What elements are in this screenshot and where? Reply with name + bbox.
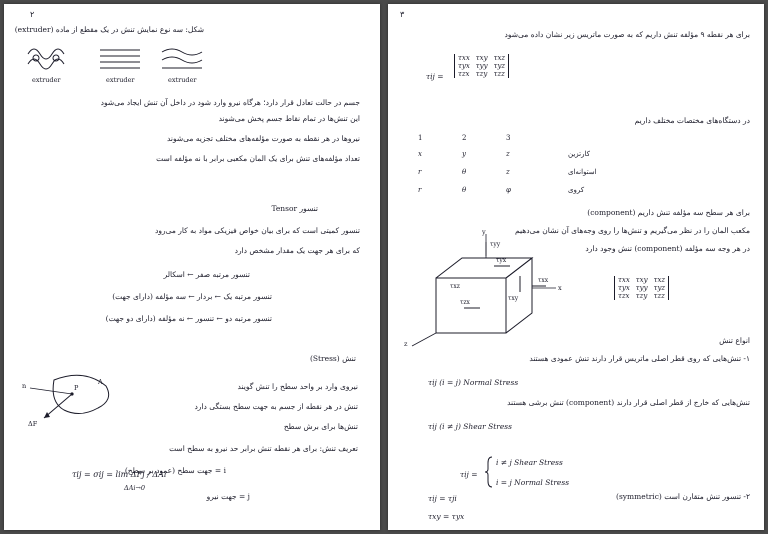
left-page [4, 4, 380, 530]
sketch-caption-2: extruder [106, 76, 135, 84]
cube-front [436, 278, 506, 333]
m2-cell: τxz [653, 276, 666, 284]
stress-line-3: تنش‌ها برای برش سطح [283, 422, 358, 431]
label-tyx: τyx [496, 257, 507, 264]
m2-cell: τyx [618, 284, 630, 292]
label-n: n [22, 382, 27, 390]
cyl-c3: z [506, 168, 510, 176]
idx-3: 3 [506, 134, 511, 142]
axis-z [412, 333, 436, 346]
tensor-line-1: تنسور کمیتی است که برای بیان خواص فیزیکی مواد به کار می‌رود [155, 226, 360, 235]
shear-line-1: تنش‌هایی که خارج از قطر اصلی قرار دارند (component) تنش برشی هستند [507, 398, 750, 407]
label-tzx: τzx [460, 299, 470, 306]
intro-text: برای هر نقطه ۹ مؤلفه تنش داریم که به صورت ماتریس زیر نشان داده می‌شود [504, 30, 750, 39]
shear-line-2: τij (i ≠ j) Shear Stress [428, 422, 512, 431]
m2-cell: τzx [618, 292, 630, 300]
cyl-c2: θ [462, 168, 467, 176]
die-sketch-3 [162, 49, 202, 68]
cart-c1: x [418, 150, 422, 158]
table-intro: در دستگاه‌های مختصات مختلف داریم [634, 116, 750, 125]
normal-line [30, 388, 72, 394]
summary-normal: i = j Normal Stress [496, 478, 570, 487]
element-line-1: مکعب المان را در نظر می‌گیریم و تنش‌ها را روی وجه‌های آن نشان می‌دهیم [515, 226, 750, 235]
stress-matrix [454, 54, 509, 78]
stress-matrix-2 [614, 276, 669, 300]
stress-formula: τij = σij = lim ΔFj / ΔAi [72, 470, 167, 479]
m-cell: τyy [475, 62, 488, 70]
stress-cube-diagram [396, 228, 576, 348]
label-txx: τxx [538, 277, 549, 284]
heading: شکل: سه نوع نمایش تنش در یک مقطع از ماده (extruder) [14, 25, 204, 34]
sph-name: کروی [568, 186, 585, 194]
component-line: برای هر سطح سه مؤلفه تنش داریم (component) [587, 208, 750, 217]
label-p: P [74, 384, 79, 392]
cyl-c1: r [418, 168, 422, 176]
body-force-diagram [14, 370, 114, 428]
m-cell: τxy [475, 54, 488, 62]
m-cell: τxx [458, 54, 470, 62]
sketch-caption-1: extruder [32, 76, 61, 84]
extruder-sketches [22, 40, 242, 86]
die-sketch-1 [28, 49, 64, 69]
label-txy: τxy [508, 295, 519, 302]
tensor-line-2: که برای هر جهت یک مقدار مشخص دارد [234, 246, 360, 255]
summary-shear: i ≠ j Shear Stress [496, 458, 563, 467]
stress-line-2: تنش در هر نقطه از جسم به جهت سطح بستگی دارد [194, 402, 358, 411]
m2-cell: τzy [635, 292, 648, 300]
cart-c3: z [506, 150, 510, 158]
symmetry-line: ۲- تنسور تنش متقارن است (symmetric) [616, 492, 750, 501]
stress-definition: تعریف تنش: برای هر نقطه تنش برابر حد نیرو به سطح است [169, 444, 358, 453]
stress-line-1: نیروی وارد بر واحد سطح را تنش گویند [237, 382, 358, 391]
cart-c2: y [462, 150, 466, 158]
m-cell: τzy [475, 70, 488, 78]
normal-line-2: τij (i = j) Normal Stress [428, 378, 519, 387]
tensor-order-one: تنسور مرتبه یک ← بردار ← سه مؤلفه (دارای جهت) [112, 292, 272, 301]
m-cell: τxz [493, 54, 506, 62]
paragraph-3: نیروها در هر نقطه به صورت مؤلفه‌های مختلف تجزیه می‌شوند [166, 134, 360, 143]
cube-top [436, 258, 532, 278]
symmetry-line-2: τij = τji [428, 494, 457, 503]
m-cell: τzz [493, 70, 505, 78]
summary-brace [484, 456, 494, 488]
types-heading: انواع تنش [719, 336, 750, 345]
label-force: ΔF [28, 420, 38, 428]
cyl-name: استوانه‌ای [568, 168, 597, 176]
sph-c3: φ [506, 186, 511, 194]
paragraph-4: تعداد مؤلفه‌های تنش برای یک المان مکعبی برابر با نه مؤلفه است [156, 154, 360, 163]
m2-cell: τyy [635, 284, 648, 292]
tensor-order-zero: تنسور مرتبه صفر ← اسکالر [163, 270, 250, 279]
tensor-heading: تنسور Tensor [271, 204, 318, 213]
sph-c1: r [418, 186, 422, 194]
m-cell: τyz [493, 62, 506, 70]
m-cell: τyx [458, 62, 470, 70]
page-number: ۳ [400, 10, 405, 19]
sketch-caption-3: extruder [168, 76, 197, 84]
element-line-2: در هر وجه سه مؤلفه (component) تنش وجود دارد [585, 244, 750, 253]
idx-2: 2 [462, 134, 467, 142]
label-y: y [482, 228, 486, 236]
right-page [388, 4, 764, 530]
summary-label: τij = [460, 470, 478, 479]
m2-cell: τxx [618, 276, 630, 284]
die-sketch-2 [100, 50, 140, 68]
tensor-order-two: تنسور مرتبه دو ← تنسور ← نه مؤلفه (دارای دو جهت) [105, 314, 272, 323]
idx-1: 1 [418, 134, 423, 142]
label-z: z [404, 340, 408, 348]
m-cell: τzx [458, 70, 470, 78]
matrix-label: τij = [426, 72, 444, 81]
m2-cell: τzz [653, 292, 665, 300]
cart-name: کارتزین [568, 150, 590, 158]
paragraph-2: این تنش‌ها در تمام نقاط جسم پخش می‌شوند [218, 114, 360, 123]
label-a: A [98, 378, 103, 386]
symmetry-eq: τxy = τyx [428, 512, 465, 521]
sph-c2: θ [462, 186, 467, 194]
label-txz: τxz [450, 283, 460, 290]
note-j: j = جهت نیرو [206, 492, 250, 501]
stress-heading: تنش (Stress) [309, 354, 356, 363]
normal-line-1: ۱- تنش‌هایی که روی قطر اصلی ماتریس قرار دارند تنش عمودی هستند [529, 354, 750, 363]
label-x: x [558, 284, 562, 292]
m2-cell: τxy [635, 276, 648, 284]
stress-formula-limit: ΔAi→0 [124, 484, 146, 492]
label-tyy: τyy [490, 241, 501, 248]
coordinate-table [418, 134, 638, 200]
note-i: i = جهت سطح (عمود بر سطح) [124, 466, 226, 475]
page-number: ۲ [30, 10, 35, 19]
paragraph-1: جسم در حالت تعادل قرار دارد؛ هرگاه نیرو وارد شود در داخل آن تنش ایجاد می‌شود [100, 98, 360, 107]
m2-cell: τyz [653, 284, 666, 292]
